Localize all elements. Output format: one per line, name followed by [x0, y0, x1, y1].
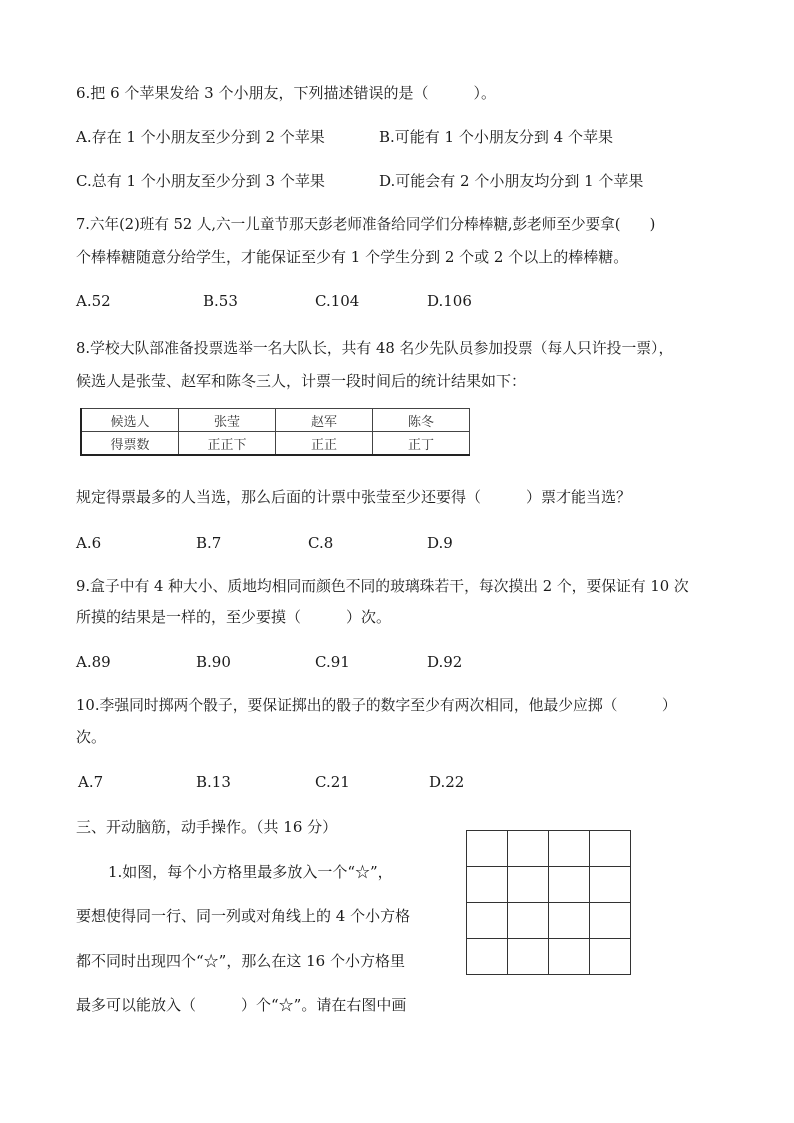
q7-stem-line1: 7.六年(2)班有 52 人,六一儿童节那天彭老师准备给同学们分棒棒糖,彭老师至少要拿( ) [76, 216, 656, 233]
q8-option-d: D.9 [427, 534, 453, 552]
q7-option-a: A.52 [76, 292, 111, 310]
star-placement-grid [466, 830, 631, 975]
section3-q1-line1: 1.如图，每个小方格里最多放入一个“☆”， [108, 863, 393, 881]
section3-q1-line4: 最多可以能放入（ ）个“☆”。请在右图中画 [76, 996, 407, 1014]
grid-cell[interactable] [467, 903, 508, 939]
grid-row [467, 831, 631, 867]
q9-option-a: A.89 [76, 653, 111, 671]
q8-stem-line1: 8.学校大队部准备投票选举一名大队长，共有 48 名少先队员参加投票（每人只许投一票）， [76, 340, 674, 357]
vote-tally-table [80, 408, 470, 456]
q6-option-d: D.可能会有 2 个小朋友均分到 1 个苹果 [379, 172, 644, 190]
q9-option-d: D.92 [427, 653, 463, 671]
section3-q1-line2: 要想使得同一行、同一列或对角线上的 4 个小方格 [76, 907, 411, 925]
grid-cell[interactable] [549, 903, 590, 939]
grid-cell[interactable] [508, 939, 549, 975]
q9-option-c: C.91 [315, 653, 350, 671]
grid-cell[interactable] [508, 867, 549, 903]
q6-option-a: A.存在 1 个小朋友至少分到 2 个苹果 [76, 128, 325, 146]
q10-stem-line1: 10.李强同时掷两个骰子，要保证掷出的骰子的数字至少有两次相同，他最少应掷（ ） [76, 697, 677, 714]
q9-stem-line1: 9.盒子中有 4 种大小、质地均相同而颜色不同的玻璃珠若干，每次摸出 2 个，要保证有 10 次 [76, 578, 689, 595]
grid-cell[interactable] [467, 939, 508, 975]
q7-stem-line2: 个棒棒糖随意分给学生，才能保证至少有 1 个学生分到 2 个或 2 个以上的棒棒糖。 [76, 248, 629, 266]
table-header-cell: 张莹 [179, 409, 276, 432]
q10-option-d: D.22 [429, 773, 465, 791]
table-header-cell: 赵军 [276, 409, 373, 432]
table-header-cell: 陈冬 [373, 409, 470, 432]
q8-option-b: B.7 [196, 534, 222, 552]
q8-option-c: C.8 [308, 534, 334, 552]
q6-stem: 6.把 6 个苹果发给 3 个小朋友，下列描述错误的是（ ）。 [76, 84, 496, 102]
table-cell: 正正 [276, 432, 373, 456]
q7-option-c: C.104 [315, 292, 360, 310]
q7-option-d: D.106 [427, 292, 472, 310]
table-cell: 正正下 [179, 432, 276, 456]
q10-stem-line2: 次。 [76, 728, 107, 746]
q9-stem-line2: 所摸的结果是一样的，至少要摸（ ）次。 [76, 608, 392, 626]
section3-heading: 三、开动脑筋，动手操作。（共 16 分） [76, 818, 338, 836]
grid-cell[interactable] [590, 903, 631, 939]
grid-cell[interactable] [508, 831, 549, 867]
q8-stem-line2: 候选人是张莹、赵军和陈冬三人，计票一段时间后的统计结果如下： [76, 372, 527, 390]
grid-cell[interactable] [467, 867, 508, 903]
grid-cell[interactable] [549, 939, 590, 975]
table-row [81, 409, 470, 432]
grid-cell[interactable] [467, 831, 508, 867]
q8-option-a: A.6 [76, 534, 102, 552]
q10-option-b: B.13 [196, 773, 231, 791]
grid-cell[interactable] [590, 831, 631, 867]
q6-option-c: C.总有 1 个小朋友至少分到 3 个苹果 [76, 172, 325, 190]
grid-row [467, 939, 631, 975]
grid-cell[interactable] [549, 831, 590, 867]
grid-cell[interactable] [590, 939, 631, 975]
q8-followup: 规定得票最多的人当选，那么后面的计票中张莹至少还要得（ ）票才能当选？ [76, 488, 632, 506]
table-header-cell: 候选人 [81, 409, 179, 432]
q9-option-b: B.90 [196, 653, 231, 671]
grid-cell[interactable] [590, 867, 631, 903]
q6-option-b: B.可能有 1 个小朋友分到 4 个苹果 [379, 128, 613, 146]
q10-option-c: C.21 [315, 773, 350, 791]
q10-option-a: A.7 [78, 773, 104, 791]
table-cell: 正丁 [373, 432, 470, 456]
grid-cell[interactable] [549, 867, 590, 903]
q7-option-b: B.53 [203, 292, 238, 310]
grid-row [467, 867, 631, 903]
grid-row [467, 903, 631, 939]
grid-cell[interactable] [508, 903, 549, 939]
table-row [81, 432, 470, 456]
table-cell: 得票数 [81, 432, 179, 456]
section3-q1-line3: 都不同时出现四个“☆”，那么在这 16 个小方格里 [76, 952, 405, 970]
